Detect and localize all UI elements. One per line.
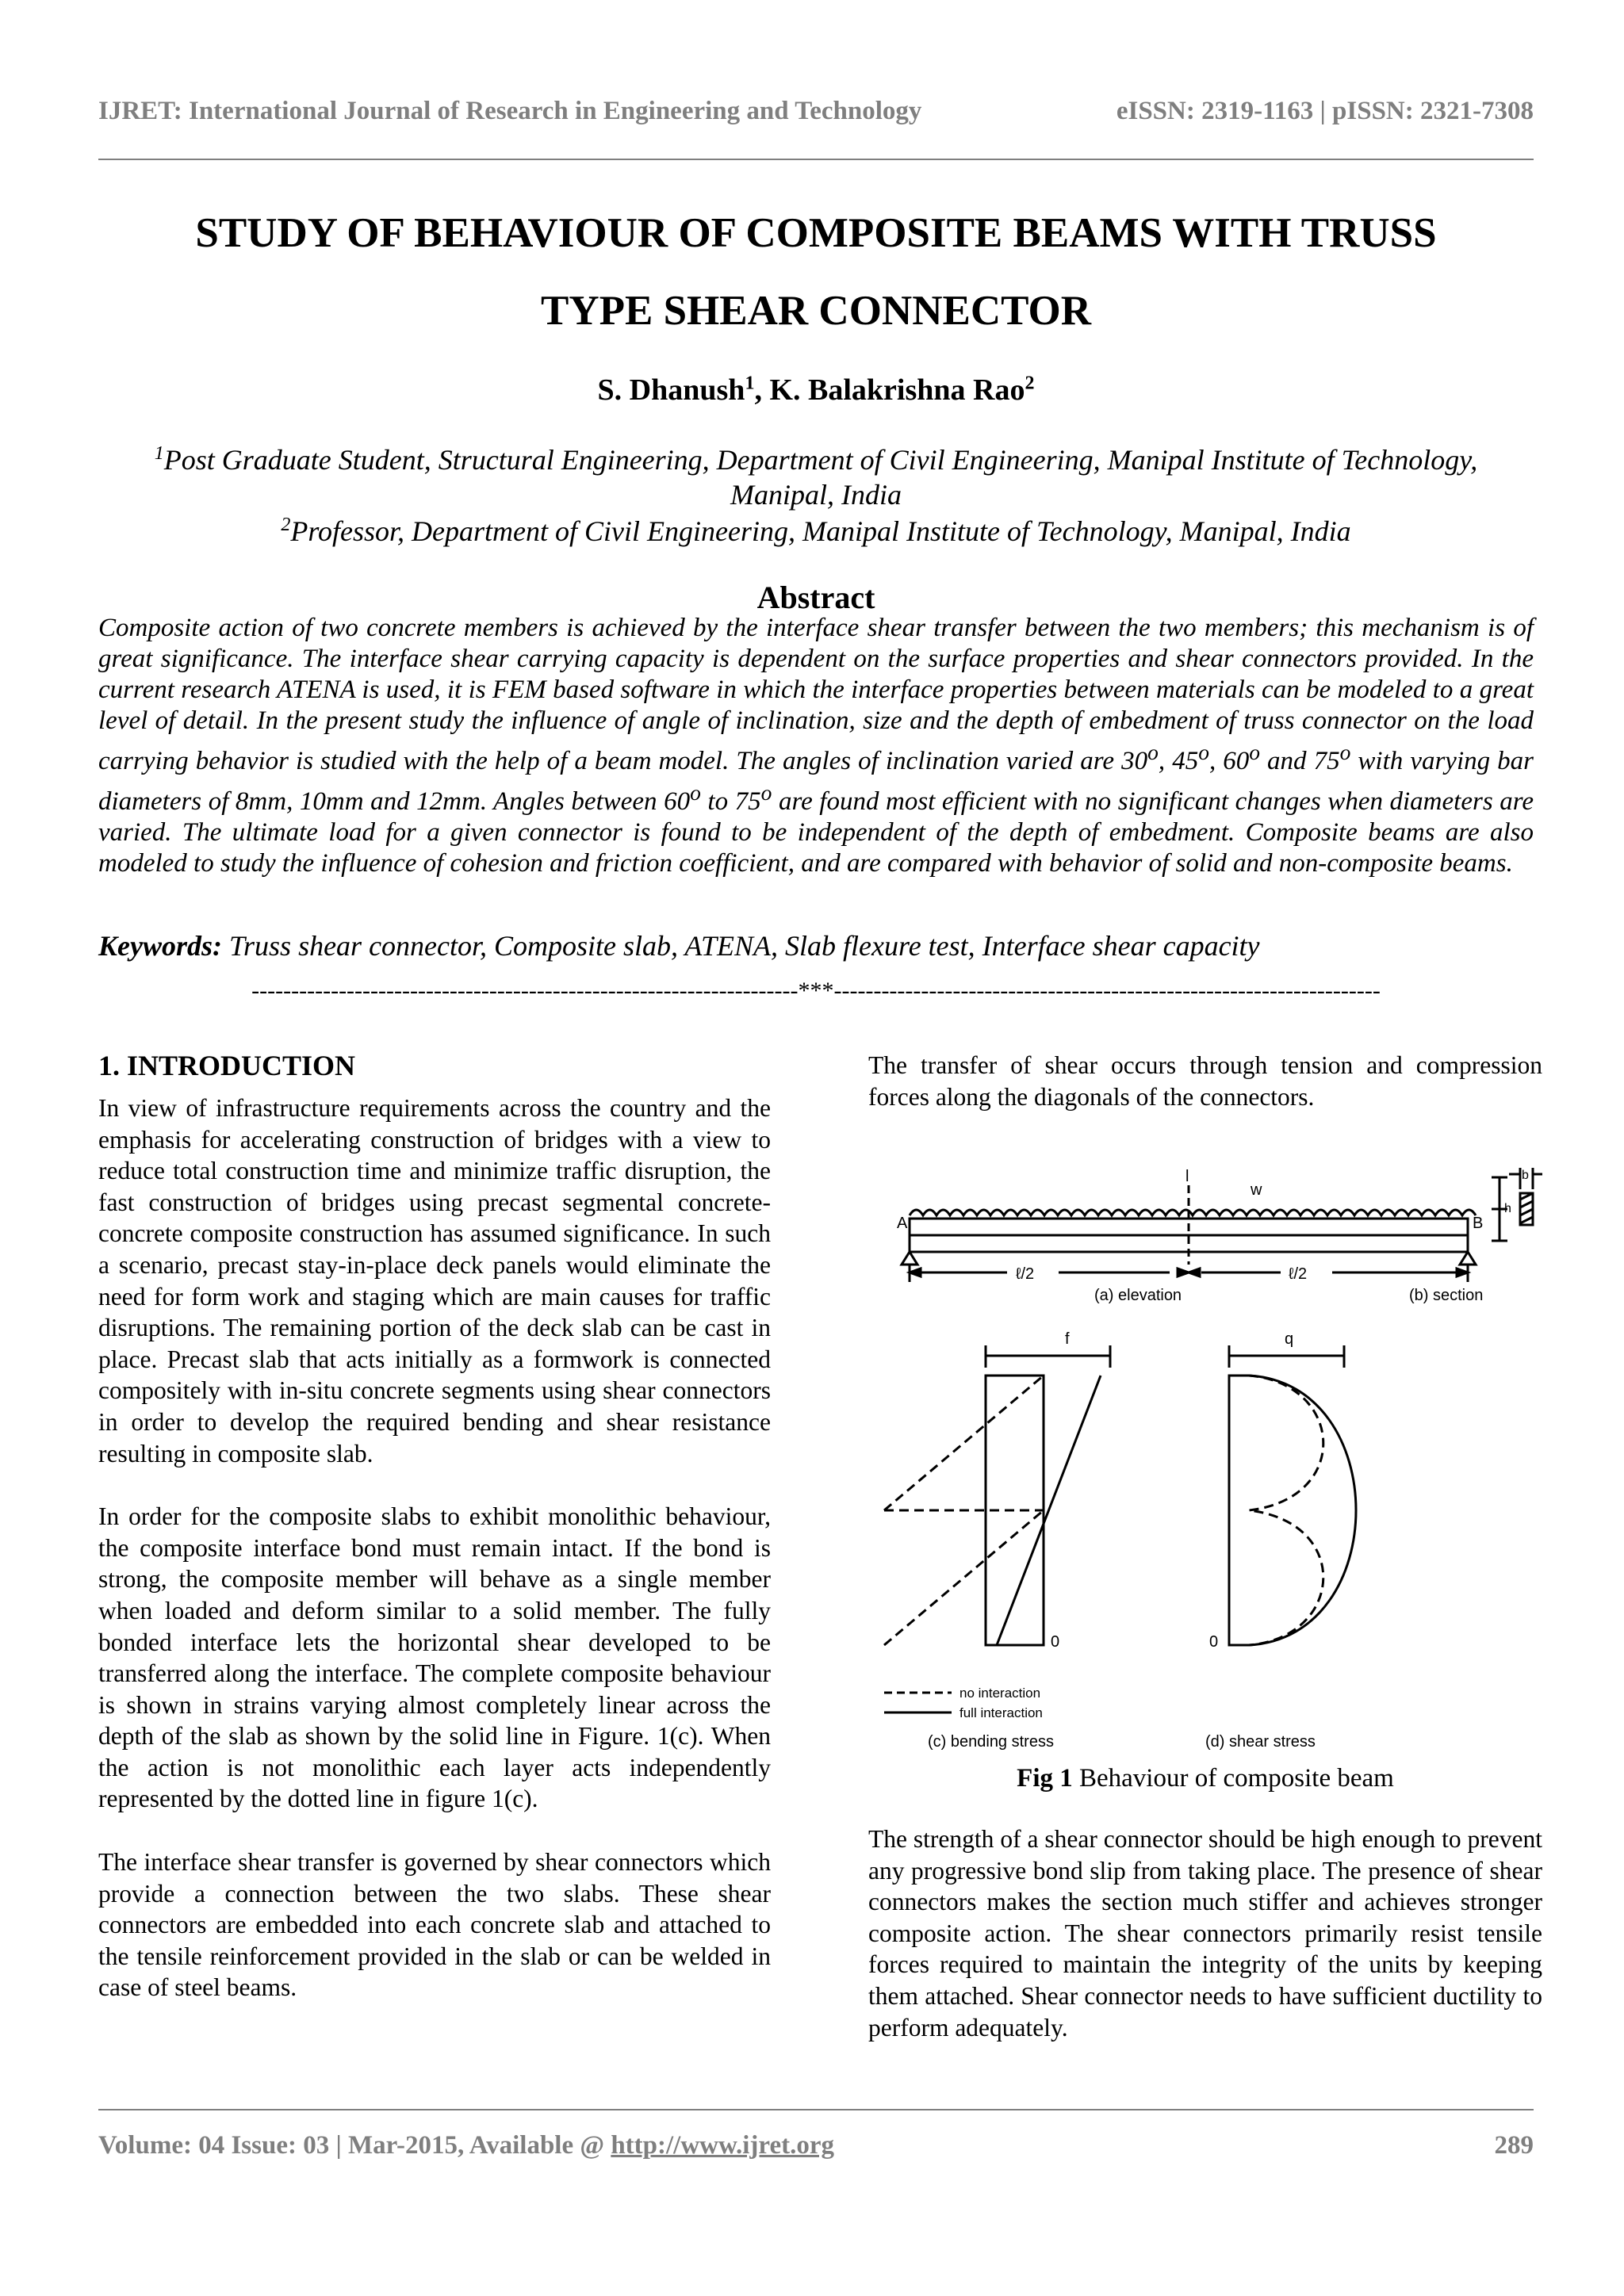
abstract-text-b: with varying bar diameters of 8mm, 10mm and 12mm. Angles between 60 xyxy=(98,747,1534,816)
label-zero-c: 0 xyxy=(1051,1633,1060,1651)
comma: , xyxy=(1158,747,1173,775)
label-q: q xyxy=(1285,1330,1294,1348)
to-word: to 75 xyxy=(700,787,761,816)
deg-mark: o xyxy=(1147,740,1159,764)
journal-link[interactable]: http://www.ijret.org xyxy=(611,2131,834,2160)
footer-left xyxy=(98,2131,834,2160)
issn: eISSN: 2319-1163 | pISSN: 2321-7308 xyxy=(1116,97,1534,125)
intro-paragraph-1: In view of infrastructure requirements across the country and the emphasis for accelerating construction of bridges with a view to reduce total construction time and minimize traffic disruption, the fast construction of bridges using precast segmental concrete-concrete composite construction has assumed significance. In such a scenario, precast stay-in-place deck panels would eliminate the need for form work and staging which are main causes for traffic disruptions. The remaining portion of the deck slab can be cast in place. Precast slab that acts initially as a formwork is connected compositely with in-situ concrete segments using shear connectors in order to develop the required bending and shear resistance resulting in composite slab. xyxy=(98,1094,771,1468)
journal-name: IJRET: International Journal of Research in Engineering and Technology xyxy=(98,97,922,125)
paper-title xyxy=(98,194,1534,350)
section-separator: ---------------------------------------------------------------------***--------------------------------------------------------------------- xyxy=(251,978,1381,1004)
distributed-load xyxy=(910,1210,1476,1215)
keywords xyxy=(98,929,1534,962)
caption-text: Behaviour of composite beam xyxy=(1072,1764,1394,1793)
deg-mark: o xyxy=(1249,740,1260,764)
label-half-right: ℓ/2 xyxy=(1289,1265,1308,1283)
abstract-heading: Abstract xyxy=(756,580,875,615)
right-column-bottom xyxy=(868,1823,1542,2075)
footer-volume: Volume: 04 Issue: 03 | Mar-2015, Available @ xyxy=(98,2131,611,2160)
keywords-text: Truss shear connector, Composite slab, ATENA, Slab flexure test, Interface shear capacity xyxy=(222,930,1260,962)
author-1: S. Dhanush xyxy=(597,373,745,407)
running-header xyxy=(98,97,1534,126)
label-bending-stress: (c) bending stress xyxy=(928,1733,1054,1751)
author-1-mark: 1 xyxy=(745,373,755,394)
angle-45: 45 xyxy=(1172,747,1199,775)
label-l: l xyxy=(1185,1168,1189,1185)
deg-mark: o xyxy=(690,780,701,805)
abstract-text-a: Composite action of two concrete members is achieved by the interface shear transfer between the two members; this mechanism is of great significance. The interface shear carrying capacity is dependent on the surface properties and shear connectors provided. In the current research ATENA is used, it is FEM based software in which the interface properties between materials can be modeled to a great level of detail. In the present study the influence of angle of inclination, size and the depth of embedment of truss connector on the load carrying behavior is studied with the help of a beam model. The angles of inclination varied are 30 xyxy=(98,614,1534,775)
keywords-label: Keywords: xyxy=(98,930,222,962)
label-b: B xyxy=(1473,1215,1484,1232)
shear-curve-partial xyxy=(1249,1376,1323,1645)
angle-60: 60 xyxy=(1223,747,1250,775)
label-f: f xyxy=(1065,1330,1070,1348)
right-column-top xyxy=(868,1050,1542,1144)
page-number: 289 xyxy=(1494,2131,1534,2160)
authors xyxy=(98,373,1534,408)
composite-beam-diagram xyxy=(868,1146,1542,1756)
affiliation-2 xyxy=(98,507,1534,549)
intro-paragraph-3: The interface shear transfer is governed by shear connectors which provide a connection between the two slabs. These shear connectors are embedded into each concrete slab and attached to the tensile reinforcement provided in the slab or can be welded in case of steel beams. xyxy=(98,1848,771,2002)
figure-1 xyxy=(868,1146,1542,1756)
intro-paragraph-5: The strength of a shear connector should be high enough to prevent any progressive bond slip from taking place. The presence of shear connectors makes the section much stiffer and achieves stronger composite action. The shear connectors primarily resist tensile forces required to maintain the integrity of the units by keeping them attached. Shear connector needs to have sufficient ductility to perform adequately. xyxy=(868,1825,1542,2042)
section-heading: 1. INTRODUCTION xyxy=(98,1050,356,1081)
shear-curve-full xyxy=(1229,1376,1356,1645)
caption-label: Fig 1 xyxy=(1017,1764,1073,1793)
author-separator: , xyxy=(754,373,770,407)
and-word: and xyxy=(1260,747,1314,775)
deg-mark: o xyxy=(1198,740,1209,764)
label-shear-stress: (d) shear stress xyxy=(1205,1733,1316,1751)
intro-paragraph-2: In order for the composite slabs to exhibit monolithic behaviour, the composite interface bond must remain intact. If the bond is strong, the composite member will behave as a single member when loaded and deform similar to a solid member. The fully bonded interface lets the horizontal shear developed to be transferred along the interface. The complete composite behaviour is shown in strains varying almost completely linear across the depth of the slab as shown by the solid line in Figure. 1(c). When the action is not monolithic each layer acts independently represented by the dotted line in figure 1(c). xyxy=(98,1502,771,1813)
label-w: w xyxy=(1251,1181,1262,1199)
aff-1-mark: 1 xyxy=(154,443,164,464)
aff-1-line-1: Post Graduate Student, Structural Engineering, Department of Civil Engineering, Manipal Institute of Technology, xyxy=(163,444,1478,476)
aff-2-text: Professor, Department of Civil Engineering, Manipal Institute of Technology, Manipal, India xyxy=(290,515,1351,547)
footer xyxy=(98,2131,1534,2160)
label-section: (b) section xyxy=(1409,1287,1484,1304)
legend-no-interaction: no interaction xyxy=(959,1686,1041,1701)
legend-full-interaction: full interaction xyxy=(959,1705,1043,1720)
aff-2-mark: 2 xyxy=(281,515,291,535)
label-h-dim: h xyxy=(1504,1202,1511,1215)
angle-75: 75 xyxy=(1313,747,1340,775)
intro-paragraph-4: The transfer of shear occurs through tension and compression forces along the diagonals of the connectors. xyxy=(868,1051,1542,1111)
label-a: A xyxy=(897,1215,908,1232)
author-2: K. Balakrishna Rao xyxy=(769,373,1025,407)
label-b-dim: b xyxy=(1522,1169,1529,1182)
comma: , xyxy=(1208,747,1224,775)
aff-1-line-2: Manipal, India xyxy=(730,479,902,511)
label-elevation: (a) elevation xyxy=(1094,1287,1182,1304)
abstract-text-c: are found most efficient with no significant changes when diameters are varied. The ultimate load for a given connector is found to be independent of the depth of embedment. Composite beams are also modeled to study the influence of cohesion and friction coefficient, and are compared with behavior of solid and non-composite beams. xyxy=(98,787,1534,878)
title-line-2: TYPE SHEAR CONNECTOR xyxy=(540,288,1092,334)
footer-rule xyxy=(98,2109,1534,2110)
deg-mark: o xyxy=(1339,740,1351,764)
figure-caption xyxy=(868,1764,1542,1793)
author-2-mark: 2 xyxy=(1025,373,1035,394)
label-zero-d: 0 xyxy=(1209,1633,1219,1651)
deg-mark: o xyxy=(760,780,772,805)
affiliation-1 xyxy=(98,436,1534,512)
label-half-left: ℓ/2 xyxy=(1016,1265,1035,1283)
left-column xyxy=(98,1048,771,2035)
abstract-body xyxy=(98,613,1534,879)
header-rule xyxy=(98,159,1534,160)
title-line-1: STUDY OF BEHAVIOUR OF COMPOSITE BEAMS WITH TRUSS xyxy=(195,210,1437,256)
